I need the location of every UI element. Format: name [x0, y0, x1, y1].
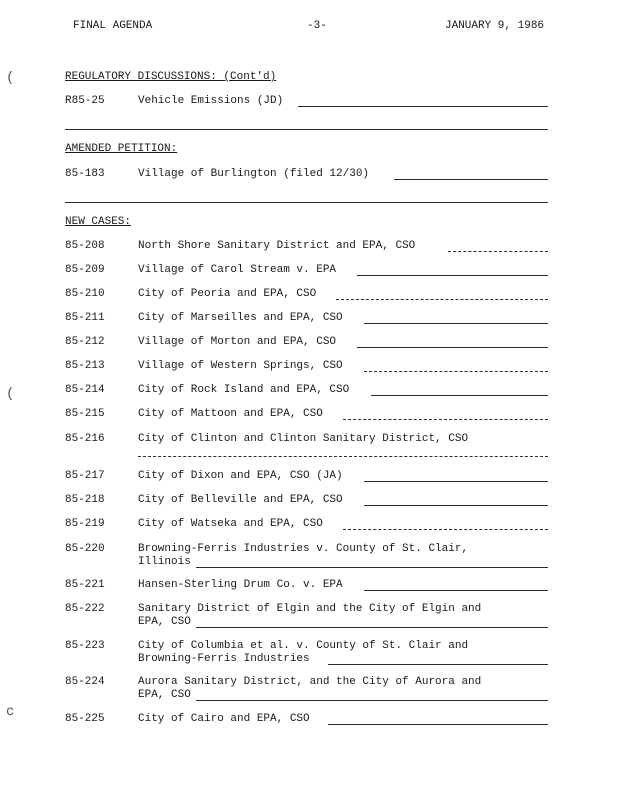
- scan-mark-icon: c: [6, 704, 15, 720]
- blank-line: [196, 567, 548, 568]
- blank-line: [357, 275, 548, 276]
- case-number: 85-213: [65, 360, 105, 372]
- blank-line: [196, 627, 548, 628]
- case-title: Village of Carol Stream v. EPA: [138, 264, 337, 276]
- case-number: 85-224: [65, 676, 105, 688]
- blank-line: [364, 481, 548, 482]
- case-number: 85-183: [65, 168, 105, 180]
- case-number: 85-222: [65, 603, 105, 615]
- case-number: 85-208: [65, 240, 105, 252]
- case-title: City of Mattoon and EPA, CSO: [138, 408, 323, 420]
- case-title-cont: EPA, CSO: [138, 616, 191, 628]
- case-title: Village of Burlington (filed 12/30): [138, 168, 370, 180]
- blank-line: [357, 347, 548, 348]
- case-number: 85-209: [65, 264, 105, 276]
- blank-line: [336, 299, 548, 300]
- case-title-cont: Browning-Ferris Industries: [138, 653, 310, 665]
- blank-line: [364, 505, 548, 506]
- blank-line: [364, 590, 548, 591]
- blank-line: [364, 323, 548, 324]
- case-title: City of Belleville and EPA, CSO: [138, 494, 343, 506]
- case-number: 85-211: [65, 312, 105, 324]
- blank-line: [298, 106, 548, 107]
- case-title: City of Marseilles and EPA, CSO: [138, 312, 343, 324]
- scan-mark-icon: (: [6, 386, 15, 402]
- case-title: North Shore Sanitary District and EPA, CSO: [138, 240, 416, 252]
- blank-line: [328, 724, 548, 725]
- case-number: R85-25: [65, 95, 105, 107]
- case-title: Sanitary District of Elgin and the City of Elgin and: [138, 603, 482, 615]
- case-title: Vehicle Emissions (JD): [138, 95, 284, 107]
- case-title: City of Columbia et al. v. County of St. Clair and: [138, 640, 469, 652]
- case-number: 85-218: [65, 494, 105, 506]
- blank-line: [65, 202, 548, 203]
- blank-line: [448, 251, 548, 252]
- case-number: 85-214: [65, 384, 105, 396]
- case-number: 85-217: [65, 470, 105, 482]
- section-heading-regulatory: REGULATORY DISCUSSIONS: (Cont'd): [65, 71, 277, 83]
- case-title: Aurora Sanitary District, and the City of Aurora and: [138, 676, 482, 688]
- case-title: City of Cairo and EPA, CSO: [138, 713, 310, 725]
- case-number: 85-220: [65, 543, 105, 555]
- blank-line: [138, 456, 548, 457]
- case-title: Village of Western Springs, CSO: [138, 360, 343, 372]
- header-date: JANUARY 9, 1986: [445, 20, 545, 32]
- case-number: 85-221: [65, 579, 105, 591]
- case-number: 85-219: [65, 518, 105, 530]
- case-title: Hansen-Sterling Drum Co. v. EPA: [138, 579, 343, 591]
- blank-line: [328, 664, 548, 665]
- case-number: 85-210: [65, 288, 105, 300]
- blank-line: [343, 529, 548, 530]
- blank-line: [343, 419, 548, 420]
- case-number: 85-215: [65, 408, 105, 420]
- case-title-cont: EPA, CSO: [138, 689, 191, 701]
- blank-line: [371, 395, 548, 396]
- case-title-cont: Illinois: [138, 556, 191, 568]
- case-number: 85-225: [65, 713, 105, 725]
- scan-mark-icon: (: [6, 70, 15, 86]
- case-title: City of Dixon and EPA, CSO (JA): [138, 470, 343, 482]
- case-title: City of Rock Island and EPA, CSO: [138, 384, 350, 396]
- blank-line: [65, 129, 548, 130]
- blank-line: [364, 371, 548, 372]
- blank-line: [394, 179, 548, 180]
- blank-line: [196, 700, 548, 701]
- section-heading-new-cases: NEW CASES:: [65, 216, 132, 228]
- case-number: 85-216: [65, 433, 105, 445]
- case-title: City of Clinton and Clinton Sanitary District, CSO: [138, 433, 469, 445]
- header-left: FINAL AGENDA: [73, 20, 153, 32]
- section-heading-amended: AMENDED PETITION:: [65, 143, 178, 155]
- case-title: Browning-Ferris Industries v. County of St. Clair,: [138, 543, 469, 555]
- case-number: 85-212: [65, 336, 105, 348]
- case-number: 85-223: [65, 640, 105, 652]
- case-title: Village of Morton and EPA, CSO: [138, 336, 337, 348]
- page-number: -3-: [307, 20, 327, 32]
- case-title: City of Watseka and EPA, CSO: [138, 518, 323, 530]
- case-title: City of Peoria and EPA, CSO: [138, 288, 317, 300]
